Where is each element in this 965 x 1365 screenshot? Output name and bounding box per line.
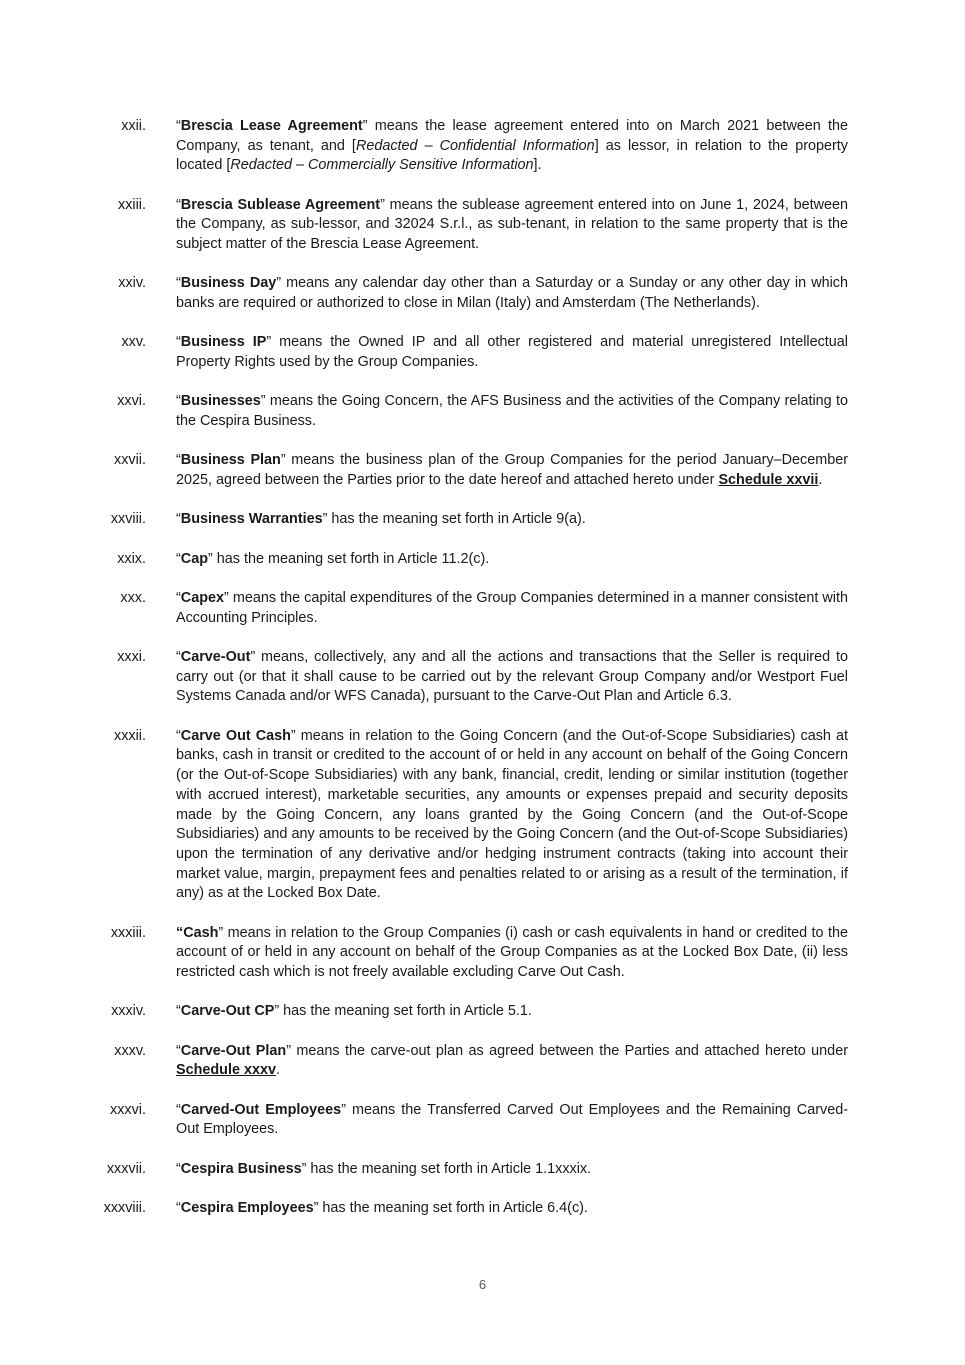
- definition-number: xxiii.: [118, 196, 146, 213]
- defined-term: Carve-Out Plan: [180, 1042, 287, 1059]
- definition-number: xxii.: [121, 118, 146, 134]
- definition-body-text: “: [176, 275, 181, 292]
- definition-number: xxvii.: [114, 452, 146, 469]
- definition-item: [0, 196, 965, 255]
- defined-term: Cespira Business: [180, 1160, 302, 1177]
- definition-text: [176, 1199, 848, 1219]
- redacted-note: Redacted – Confidential Information: [355, 137, 595, 154]
- redacted-note: Redacted – Commercially Sensitive Information: [230, 157, 534, 174]
- definition-text: [176, 1042, 848, 1081]
- defined-term: Carve-Out CP: [180, 1003, 275, 1020]
- defined-term: Business Warranties: [180, 511, 323, 528]
- definition-item: [0, 117, 965, 176]
- definition-item: [0, 550, 965, 570]
- definition-item: [0, 274, 965, 313]
- definition-body-text: ” means any calendar day other than a Saturday or a Sunday or any other day in which banks are required or authorized to close in Milan (Italy) and Amsterdam (The Netherlands).: [176, 275, 848, 312]
- definition-body-text: “: [176, 334, 181, 351]
- definition-text: [176, 333, 848, 372]
- defined-term: Carve-Out: [180, 649, 251, 665]
- defined-term: Cap: [180, 550, 208, 567]
- definition-item: [0, 1002, 965, 1022]
- definition-body-text: “: [176, 1160, 181, 1177]
- definition-body-text: ].: [533, 157, 542, 174]
- definition-item: [0, 727, 965, 904]
- definition-number: xxxvi.: [110, 1101, 146, 1118]
- defined-term: “Cash: [176, 924, 219, 941]
- definition-text: [176, 117, 848, 176]
- definition-text: [176, 589, 848, 628]
- definition-number: xxv.: [121, 334, 146, 351]
- definition-text: [176, 1101, 848, 1140]
- definition-body-text: “: [176, 118, 181, 134]
- definition-text: [176, 392, 848, 431]
- definition-body-text: ” means the Owned IP and all other registered and material unregistered Intellectual Property Rights used by the Group Companies.: [176, 334, 848, 371]
- definition-text: [176, 1160, 848, 1180]
- definition-body-text: “: [176, 393, 181, 410]
- definition-number: xxxvii.: [106, 1160, 146, 1177]
- definition-body-text: “: [176, 452, 181, 469]
- definition-body-text: ” means in relation to the Group Companies (i) cash or cash equivalents in hand or credited to the account of or held in any account on behalf of the Group Companies as at the Locked Box Date, (ii) less restricted cash which is not freely available excluding Carve Out Cash.: [176, 924, 848, 981]
- defined-term: Cespira Employees: [180, 1199, 314, 1216]
- definition-text: [176, 510, 848, 530]
- definition-body-text: “: [176, 649, 181, 665]
- definition-item: [0, 1042, 965, 1081]
- definition-item: [0, 451, 965, 490]
- definition-body-text: ” means the business plan of the Group Companies for the period January–December 2025, agreed between the Parties prior to the date hereof and attached hereto under: [176, 452, 848, 489]
- defined-term: Businesses: [180, 393, 261, 410]
- definition-body-text: ” means in relation to the Going Concern (and the Out-of-Scope Subsidiaries) cash at banks, cash in transit or credited to the account of or held in any account on behalf of the Going Concern (or the Out-of-Scope Subsidiaries) with any bank, financial, credit, lending or similar institution (together with accrued interest), marketable securities, any amounts or expenses prepaid and security deposits made by the Going Concern, any loans granted by the Going Concern (and the Out-of-Scope Subsidiaries) and any amounts to be received by the Going Concern (and the Out-of-Scope Subsidiaries) upon the termination of any derivative and/or hedging instrument contracts (taking into account their market value, margin, prepayment fees and penalties related to or arising as a result of the termination, if any) as at the Locked Box Date.: [176, 727, 849, 902]
- definition-number: xxxiii.: [110, 924, 146, 941]
- definition-number: xxiv.: [118, 275, 146, 292]
- definition-body-text: .: [276, 1062, 280, 1079]
- definition-item: [0, 1101, 965, 1140]
- definition-item: [0, 924, 965, 983]
- definition-body-text: ] as lessor, in relation to the property located [: [176, 137, 849, 174]
- definition-body-text: “: [176, 511, 181, 528]
- definition-body-text: ” has the meaning set forth in Article 9(a).: [322, 511, 586, 528]
- definition-text: [176, 924, 848, 983]
- definition-text: [176, 274, 848, 313]
- definition-body-text: “: [176, 550, 181, 567]
- definition-number: xxviii.: [110, 511, 146, 528]
- definition-body-text: “: [176, 1003, 181, 1020]
- definition-body-text: ” has the meaning set forth in Article 11.2(c).: [207, 550, 490, 567]
- definition-number: xxx.: [120, 590, 146, 606]
- definition-number: xxxii.: [114, 727, 146, 744]
- defined-term: Carve Out Cash: [180, 727, 291, 744]
- definition-body-text: ” means the Transferred Carved Out Employees and the Remaining Carved-Out Employees.: [176, 1101, 848, 1138]
- definition-text: [176, 727, 848, 904]
- definition-body-text: ” has the meaning set forth in Article 5.1.: [274, 1003, 532, 1020]
- defined-term: Business Day: [180, 275, 277, 292]
- definition-number: xxix.: [117, 550, 146, 567]
- definition-text: [176, 550, 848, 570]
- definition-body-text: ” means the carve-out plan as agreed between the Parties and attached hereto under: [286, 1042, 848, 1059]
- defined-term: Brescia Sublease Agreement: [180, 196, 381, 213]
- definition-item: [0, 1160, 965, 1180]
- definition-body-text: “: [176, 590, 181, 606]
- definition-body-text: “: [176, 727, 181, 744]
- defined-term: Capex: [180, 590, 224, 606]
- definition-number: xxxiv.: [111, 1003, 146, 1020]
- definition-text: [176, 1002, 848, 1022]
- definition-number: xxxv.: [114, 1042, 146, 1059]
- definition-body-text: ” has the meaning set forth in Article 6.4(c).: [313, 1199, 588, 1216]
- schedule-reference: Schedule xxvii: [718, 472, 819, 489]
- definition-item: [0, 510, 965, 530]
- definition-number: xxxviii.: [103, 1199, 146, 1216]
- definition-body-text: “: [176, 196, 181, 213]
- definition-text: [176, 648, 848, 707]
- definition-body-text: “: [176, 1042, 181, 1059]
- definition-item: [0, 392, 965, 431]
- definition-text: [176, 451, 848, 490]
- definition-number: xxxi.: [117, 649, 146, 665]
- definition-item: [0, 333, 965, 372]
- definition-text: [176, 196, 848, 255]
- definition-body-text: ” means the capital expenditures of the Group Companies determined in a manner consistent with Accounting Principles.: [176, 590, 848, 626]
- defined-term: Business IP: [180, 334, 267, 351]
- definition-item: [0, 648, 965, 707]
- definition-item: [0, 589, 965, 628]
- defined-term: Brescia Lease Agreement: [180, 118, 363, 134]
- definition-body-text: “: [176, 1101, 181, 1118]
- definition-body-text: “: [176, 1199, 181, 1216]
- schedule-reference: Schedule xxxv: [176, 1062, 276, 1079]
- defined-term: Business Plan: [180, 452, 281, 469]
- definition-body-text: ” means the Going Concern, the AFS Business and the activities of the Company relating to the Cespira Business.: [176, 393, 848, 430]
- definition-body-text: ” means, collectively, any and all the actions and transactions that the Seller is required to carry out (or that it shall cause to be carried out by the relevant Group Company and/or Westport Fuel Systems Canada and/or WFS Canada), pursuant to the Carve-Out Plan and Article 6.3.: [176, 649, 848, 705]
- definition-item: [0, 1199, 965, 1219]
- definitions-list: [0, 117, 965, 1238]
- page-number: 6: [478, 1277, 487, 1292]
- definition-body-text: ” means the lease agreement entered into on March 2021 between the Company, as tenant, and [: [176, 118, 848, 154]
- definition-number: xxvi.: [117, 393, 146, 410]
- defined-term: Carved-Out Employees: [180, 1101, 342, 1118]
- definition-body-text: ” has the meaning set forth in Article 1.1xxxix.: [301, 1160, 592, 1177]
- definition-body-text: ” means the sublease agreement entered into on June 1, 2024, between the Company, as sub-lessor, and 32024 S.r.l., as sub-tenant, in relation to the same property that is the subject matter of the Brescia Lease Agreement.: [176, 196, 848, 253]
- definition-body-text: .: [818, 472, 823, 489]
